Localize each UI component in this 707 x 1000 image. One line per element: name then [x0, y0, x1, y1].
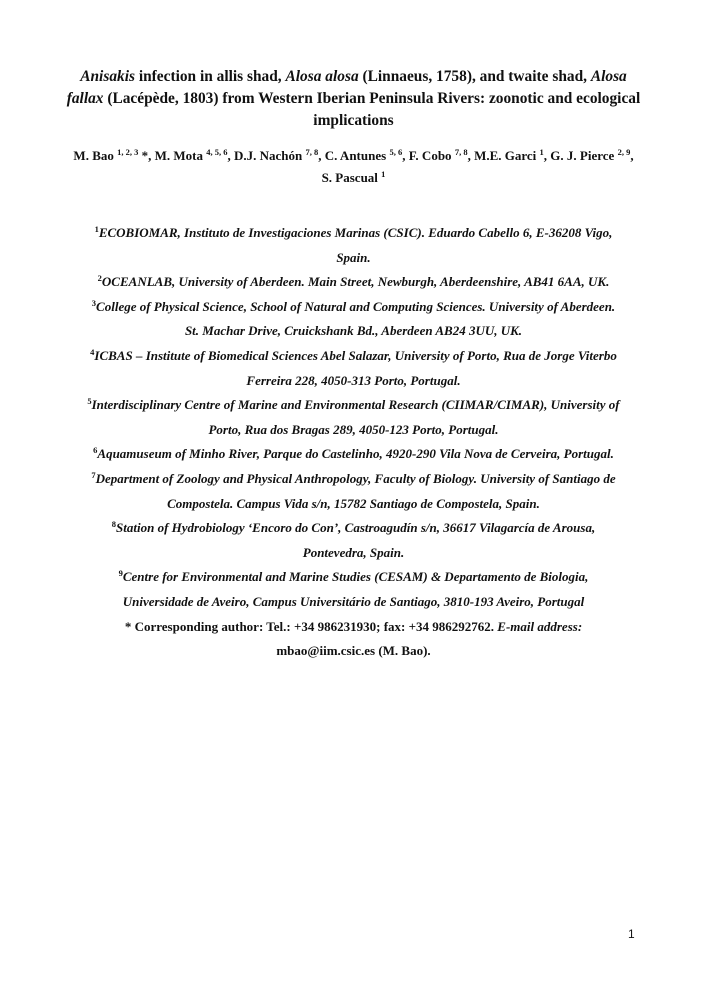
author-affil-sup: 1	[539, 147, 544, 157]
title-part-6: (Lacépède, 1803) from Western Iberian Peninsula Rivers: zoonotic and ecological implications	[103, 90, 641, 129]
affiliation-text: Aquamuseum of Minho River, Parque do Castelinho, 4920-290 Vila Nova de Cerveira, Portugal.	[97, 446, 614, 462]
affiliation-number: 1	[94, 224, 99, 234]
affiliation	[84, 516, 623, 565]
author-name: M.E. Garci	[474, 148, 537, 163]
author	[325, 148, 409, 163]
author-sep: ,	[467, 148, 475, 163]
author-name: C. Antunes	[324, 148, 387, 163]
author-name: M. Mota	[154, 148, 203, 163]
author	[474, 148, 550, 163]
title-part-2: infection in allis shad,	[134, 68, 286, 85]
paper-title	[60, 66, 647, 132]
affiliation	[84, 442, 623, 467]
corresponding-author	[84, 615, 623, 664]
corresponding-email: mbao@iim.csic.es (M. Bao).	[276, 643, 431, 659]
author-sep: ,	[227, 148, 234, 163]
author	[550, 148, 633, 163]
affiliation-list	[84, 221, 623, 664]
affiliation-text: Department of Zoology and Physical Anthropology, Faculty of Biology. University of Santiago de Compostela. Campus Vida s/n, 15782 Santiago de Compostela, Spain.	[95, 470, 616, 511]
affiliation-text: ECOBIOMAR, Instituto de Investigaciones Marinas (CSIC). Eduardo Cabello 6, E-36208 Vigo, Spain.	[98, 225, 613, 265]
affiliation-number: 7	[91, 469, 96, 480]
title-part-4: (Linnaeus, 1758), and twaite shad,	[358, 68, 591, 85]
author	[155, 148, 234, 163]
author	[322, 170, 386, 185]
author-name: M. Bao	[73, 148, 114, 163]
author-sep: ,	[630, 148, 634, 163]
affiliation-text: Interdisciplinary Centre of Marine and Environmental Research (CIIMAR/CIMAR), University of Porto, Rua dos Bragas 289, 4050-123 Porto, Portugal.	[91, 397, 620, 437]
affiliation-number: 5	[87, 396, 92, 407]
title-part-3: Alosa alosa	[285, 68, 359, 85]
affiliation	[84, 393, 623, 442]
affiliation-text: Station of Hydrobiology ‘Encoro do Con’, Castroagudín s/n, 36617 Vilagarcía de Arousa, Pontevedra, Spain.	[116, 520, 596, 560]
affiliation	[84, 221, 623, 270]
affiliation	[84, 344, 623, 393]
author-name: F. Cobo	[408, 148, 452, 163]
author-affil-sup: 1, 2, 3	[117, 147, 139, 157]
author-sep: *,	[138, 148, 155, 163]
author-affil-sup: 4, 5, 6	[206, 147, 228, 157]
corresponding-contact: * Corresponding author: Tel.: +34 986231930; fax: +34 986292762.	[124, 618, 498, 634]
affiliation-text: OCEANLAB, University of Aberdeen. Main Street, Newburgh, Aberdeenshire, AB41 6AA, UK.	[101, 274, 610, 290]
author	[73, 148, 154, 163]
affiliation-number: 2	[97, 273, 102, 284]
author-sep: ,	[543, 148, 551, 163]
author-sep: ,	[318, 148, 325, 163]
title-part-5: Alosa fallax	[66, 68, 627, 107]
affiliation	[84, 565, 623, 614]
affiliation-number: 8	[111, 519, 117, 530]
email-label: E-mail address:	[497, 618, 583, 634]
affiliation-number: 3	[91, 297, 97, 308]
affiliation-number: 9	[118, 568, 123, 579]
author	[234, 148, 325, 163]
affiliation-number: 6	[93, 445, 98, 456]
author	[409, 148, 474, 163]
affiliation	[84, 270, 623, 295]
affiliation	[84, 295, 623, 344]
author-name: G. J. Pierce	[550, 148, 615, 163]
author-sep: ,	[402, 148, 409, 163]
affiliation	[84, 467, 623, 516]
author-list	[70, 145, 637, 189]
affiliation-text: ICBAS – Institute of Biomedical Sciences Abel Salazar, University of Porto, Rua de Jorge Viterbo Ferreira 228, 4050-313 Porto, Portugal.	[94, 347, 617, 388]
author-affil-sup: 2, 9	[617, 147, 631, 157]
author-affil-sup: 7, 8	[305, 147, 319, 157]
author-name: S. Pascual	[321, 170, 378, 185]
affiliation-number: 4	[90, 346, 95, 357]
author-name: D.J. Nachón	[234, 148, 303, 163]
affiliation-text: College of Physical Science, School of Natural and Computing Sciences. University of Aberdeen. St. Machar Drive, Cruickshank Bd., Aberdeen AB24 3UU, UK.	[96, 298, 616, 339]
author-affil-sup: 5, 6	[389, 147, 403, 157]
author-affil-sup: 1	[381, 169, 386, 179]
author-affil-sup: 7, 8	[454, 147, 468, 157]
title-part-1: Anisakis	[80, 68, 135, 85]
page-number: 1	[628, 927, 635, 941]
affiliation-text: Centre for Environmental and Marine Studies (CESAM) & Departamento de Biologia, Universidade de Aveiro, Campus Universitário de Santiago, 3810-193 Aveiro, Portugal	[122, 569, 589, 609]
